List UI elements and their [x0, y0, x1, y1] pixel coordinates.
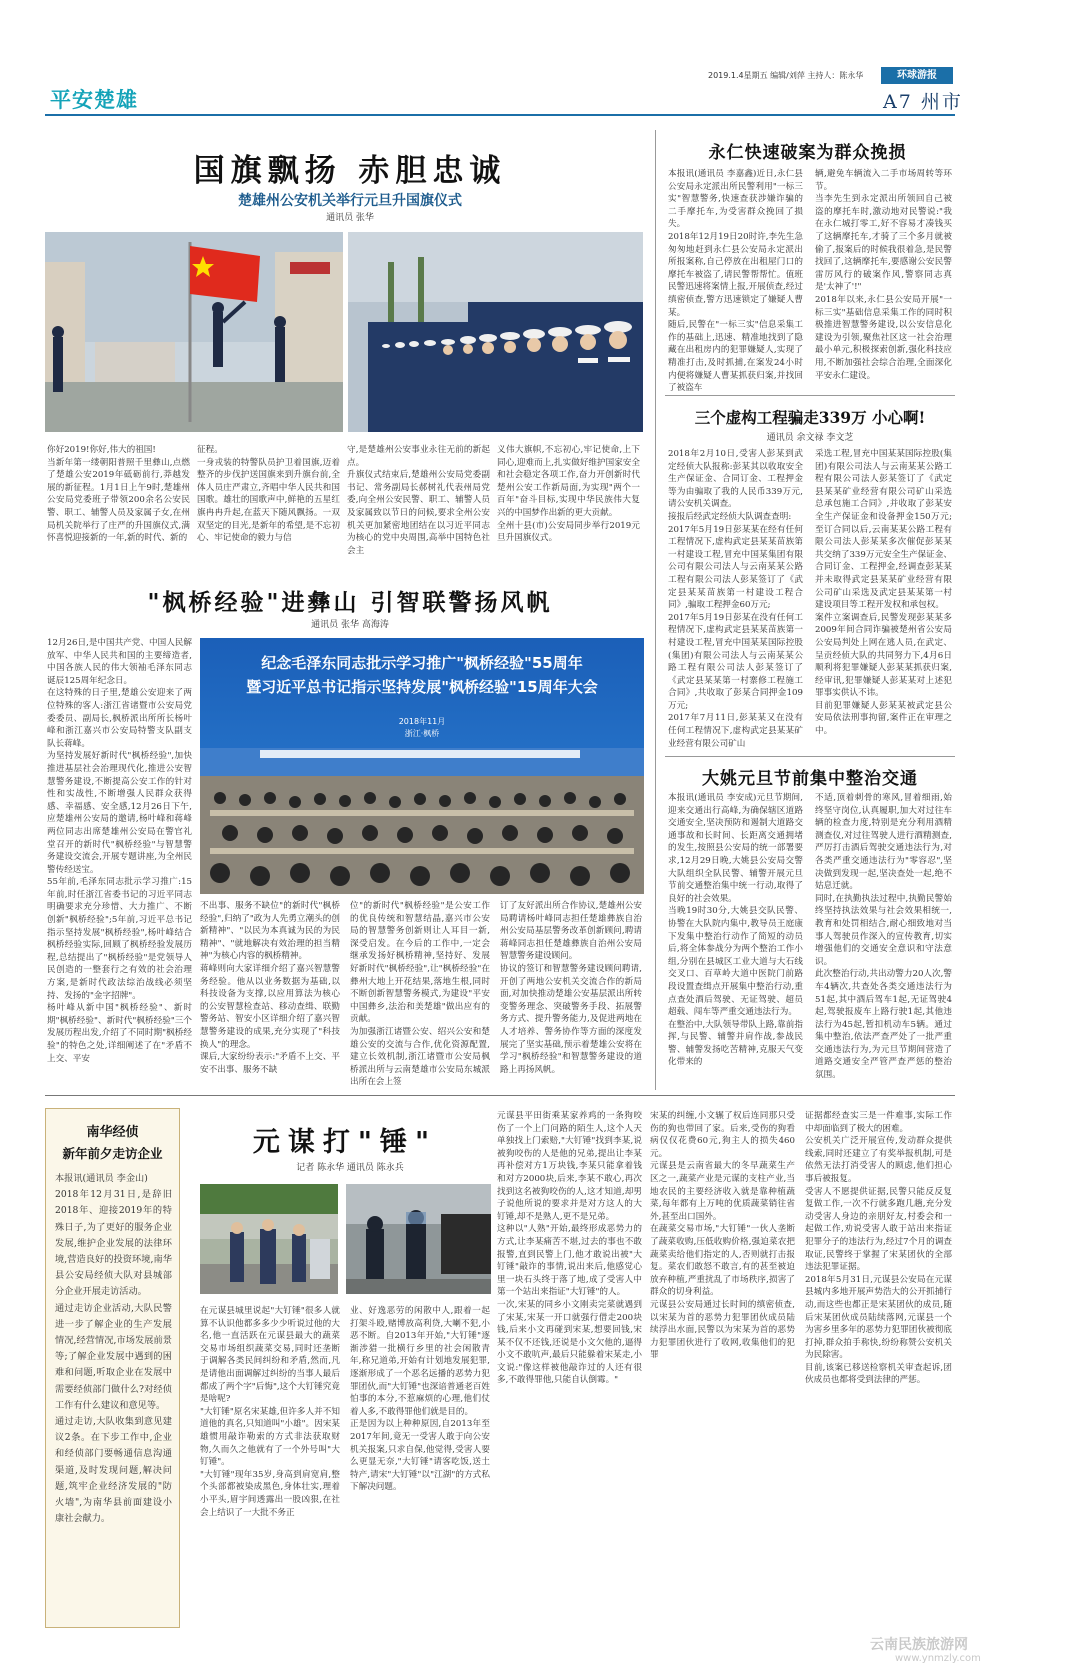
lead-col-1: 你好2019!你好,伟大的祖国! 当新年第一缕朝阳普照千里彝山,点燃了楚雄公安2019年砥砺前行,莽越发展的新征程。1月1日上午9时,楚雄州公安局党委班子带领200余名公安民警、职工、辅警人员及家属子女,在州局机关院举行了庄严的升国旗仪式,满怀喜悦迎接新的一年,新的时代、新的 — [47, 445, 190, 544]
fengqiao-col-mid-2: 位"的新时代"枫桥经验"是公安工作的优良传统和智慧结晶,嘉兴市公安局的智慧警务创新则让人耳目一新,深受启发。在今后的工作中,一定会继承发扬好枫桥精神,坚持好、发展好新时代"枫桥经验",让"枫桥经验"在彝州大地上开花结果,落地生根,同时不断创新智慧警务模式,为建设"平安中国彝乡,法治和美楚雄"做出应有的贡献。 为加强浙江诸暨公安、绍兴公安和楚雄公安的交流与合作,优化资源配置,建立长效机制,浙江诸暨市公安局枫桥派出所与云南楚雄市公安局东城派出所在会上签 — [350, 901, 490, 1088]
fengqiao-title: "枫桥经验"进彝山 引智联警扬风帆 — [147, 589, 553, 616]
divider — [665, 395, 955, 396]
fengqiao-col-mid-3: 订了友好派出所合作协议,楚雄州公安局聘请杨叶峰同志担任楚雄彝族自治州公安局基层警务改革创新顾问,聘请蒋峰同志担任楚雄彝族自治州公安局智慧警务建设顾问。 协议的签订和智慧警务建设顾问聘请,开创了两地公安机关交流合作的新局面,对加快推动楚雄公安基层派出所转变警务理念、突破警务手段、拓展警务方式、提升警务能力,及促进两地在人才培养、警务协作等方面的深度发展完了坚实基础,预示着楚雄公安将在学习"枫桥经验"和智慧警务建设的道路上再扬风帆。 — [500, 901, 642, 1075]
sidebar-subtitle: 新年前夕走访企业 — [62, 1146, 163, 1161]
yongren-col-2: 辆,避免车辆流入二手市场周转等环节。 当李先生到永定派出所领回自己被盗的摩托车时,激动地对民警说:"我在永仁城打零工,好不容易才凑钱买了这辆摩托车,才骑了三个多月就被偷了,报案后的时候我很着急,是民警找回了,这辆摩托车,要感谢公安民警雷厉风行的破案作风,警察同志真是'太神了'!" 2018年以来,永仁县公安局开展"一标三实"基础信息采集工作的同时积极推进智慧警务建设,以公安信息化建设为引领,聚焦社区这一社会治理最小单元,积极探索创新,强化科技应用,不断加强社会综合治理,全面深化平安永仁建设。 — [815, 169, 952, 381]
photo-arrest-police — [346, 1184, 491, 1294]
photo-police-formation — [348, 232, 643, 432]
banner-line-2: 暨习近平总书记指示坚持发展"枫桥经验"15周年大会 — [246, 678, 598, 696]
header-rule — [45, 114, 955, 116]
lead-title: 国旗飘扬 赤胆忠诚 — [193, 153, 507, 189]
sange-title: 三个虚构工程骗走339万 小心啊! — [694, 408, 926, 427]
banner-place: 浙江·枫桥 — [404, 729, 440, 738]
yuanmou-title: 元谋打"锤" — [252, 1127, 438, 1158]
sange-col-1: 2018年2月10日,受害人彭某到武定经侦大队报称:彭某其以收取安全生产保证金、合同订金、工程押金等为由骗取了我的人民币339万元,请公安机关调查。 接报后经武定经侦大队调查查明: 2017年5月19日彭某某在经有任何工程情况下,虚构武定县某某苗族第一村建设工程,冒充中国某集团有限公司有限公司法人与云南某某公路工程有限公司法人彭某签订了《武定县某某苗族第一村建设工程合同》,骗取工程押金60万元; 2017年5月19日彭某在没有任何工程情况下,虚构武定县某某苗族第一村建设工程,冒充中国某某国际控股(集团)有限公司法人与云南某某公路工程有限公司法人彭某签订了《武定县某某第一村寨修工程施工合同》,共收取了彭某合同押金109万元; 2017年7月11日,彭某某又在没有任何工程情况下,虚构武定县某某矿业经营有限公司矿山 — [668, 449, 803, 749]
dayao-col-2: 不适,顶着刺骨的寒风,冒着细雨,始终坚守岗位,认真履职,加大对过往车辆的检查力度,特别是充分利用酒精测查仪,对过往驾驶人进行酒精测查,严厉打击酒后驾驶交通违法行为,对各类严重交通违法行为"零容忍",坚决做到发现一起,坚决查处一起,绝不姑息迁就。 同时,在执勤执法过程中,执勤民警始终坚持执法效果与社会效果相统一,教育和处罚相结合,耐心细致地对当事人驾驶员作深入的宣传教育,切实增强他们的交通安全意识和守法意识。 此次整治行动,共出动警力20人次,警车4辆次,共查处各类交通违法行为51起,其中酒后驾车1起,无证驾驶4起,驾驶报废车上路行驶1起,其他违法行为45起,暂扣机动车5辆。通过集中整治,依法严查严处了一批严重交通违法行为,为元旦节期间营造了道路交通安全严管严查严惩的整治氛围。 — [815, 793, 952, 1081]
yuanmou-col-1: 在元谋县城里说起"大钉锤"很多人就算不认识他都多多少少听说过他的大名,他一直活跃在元谋县最大的蔬菜交易市场组织蔬菜交易,同时还垄断于调解各类民间纠纷和矛盾,然而,凡是请他出面调解过纠纷的当事人最后都成了两个字"后悔",这个大钉锤究竟是啥呢? "大钉锤"原名宋某雄,但许多人并不知道他的真名,只知道叫"小雄"。因宋某雄惯用敲诈勒索的方式非法获取财物,久而久之他就有了一个外号叫"大钉锤"。 "大钉锤"现年35岁,身高到肩宽肩,整个头部都被染成黑色,身体壮实,理着小平头,眉宇间透露出一股凶狠,在社会上结识了一大批不务正 — [200, 1306, 340, 1518]
yuanmou-col-3: 元谋县平田街乘某家养鸡的一条狗咬伤了一个上门问路的陌生人,这个人天单独找上门索赔,"大钉锤"找到李某,说被狗咬伤的人是他的兄弟,提出让李某再补偿对方1万块钱,李某只能拿着钱和对方2000块,后来,李某不敢心,再次找到这名被狗咬伤的人,这才知道,却男子说他所说的要求并是对方这人的大钉锤,却不是熟人,更不是兄弟。 这种以"人熟"开始,最终形成恶势力的方式,让李某痛苦不堪,过去的事也不敢报警,直到民警上门,他才敢说出被"大钉锤"敲诈的事情,说出来后,他感觉心里一块石头终于落了地,成了受害人中第一个站出来指证"大钉锤"的人。 一次,宋某的同乡小文刚卖完菜就遇到了宋某,宋某一开口就强行借走200块钱,后来小文再碰到宋某,想要回钱,宋某不仅不还钱,还说是小文欠他的,逼得小文不敢吭声,最后只能躲着宋某走,小文说:"像这样被他敲诈过的人还有很多,不敢得罪他,只能自认倒霉。" — [497, 1111, 642, 1386]
watermark-url: www.ynmzly.com — [895, 1653, 981, 1664]
yuanmou-byline: 记者 陈永华 通讯员 陈永兵 — [296, 1163, 404, 1173]
fengqiao-col-mid-1: 不出事、服务不缺位"的新时代"枫桥经验",归纳了"政为人先勇立潮头的创新精神"、"以民为本真诚为民的为民精神"、"就地解决有效治理的担当精神"为核心内容的枫桥精神。 蒋峰则向大家详细介绍了嘉兴智慧警务经验。他从以业务数据为基础,以科技设备为支撑,以应用算法为核心的公安智慧检查站、移动查缉、联勤警务站、智安小区详细介绍了嘉兴智慧警务建设的成果,充分实现了"科技换人"的理念。 课后,大家纷纷表示:"矛盾不上交、平安不出事、服务不缺 — [200, 901, 340, 1075]
lead-col-2: 征程。 一身戎装的特警队员护卫着国旗,迈着整齐的步伐护送国旗来到升旗台前,全体人员庄严肃立,齐唱中华人民共和国国歌。雄壮的国歌声中,鲜艳的五星红旗冉冉升起,在蓝天下随风飘扬。一双双坚定的目光,是新年的希望,是不忘初心、牢记使命的毅力与信 — [197, 445, 340, 544]
sidebar-title: 南华经侦 — [86, 1125, 139, 1140]
photo-arrest-market — [200, 1184, 338, 1294]
sange-col-2: 采选工程,冒充中国某某国际控股(集团)有限公司法人与云南某某公路工程有限公司法人彭某签订了《武定县某某矿业经营有限公司矿山采选总承包施工合同》,并收取了彭某安全生产保证金和设备押金150万元;至订合同以后,云南某某公路工程有限公司法人彭某某多次催促彭某某共交纳了339万元安全生产保证金、合同订金、工程押金,经调查彭某某并未取得武定县某某矿业经营有限公司矿山采选及武定县某某第一村建设项目等工程开发权和承包权。 案件立案调查后,民警发现彭某某多2009年间合同诈骗被楚州省公安局公安局判处上网在逃人员,在武定、呈贡经侦大队的共同努力下,4月6日顺利将犯罪嫌疑人彭某某抓获归案,经审讯,犯罪嫌疑人彭某某对上述犯罪事实供认不讳。 目前犯罪嫌疑人彭某某被武定县公安局依法刑事拘留,案件正在审理之中。 — [815, 449, 952, 737]
banner-date: 2018年11月 — [398, 717, 446, 726]
section-rule — [45, 1095, 955, 1096]
photo-flag-raising — [45, 232, 343, 432]
section-label: 平安楚雄 — [50, 88, 138, 112]
fengqiao-byline: 通讯员 张华 高海涛 — [311, 620, 389, 630]
yongren-title: 永仁快速破案为群众挽损 — [708, 143, 907, 163]
date-line: 2019.1.4星期五 编辑/刘萍 主持人：陈永华 — [708, 71, 864, 80]
watermark-site: 云南民族旅游网 — [870, 1637, 968, 1653]
dayao-title: 大姚元旦节前集中整治交通 — [702, 769, 918, 789]
lead-col-4: 义伟大旗帜,不忘初心,牢记使命,上下同心,迎难而上,扎实做好维护国家安全和社会稳定各项工作,奋力开创新时代楚州公安工作新局面,为实现"两个一百年"奋斗目标,实现中华民族伟大复兴的中国梦作出新的更大贡献。 全州十县(市)公安局同步举行2019元旦升国旗仪式。 — [497, 445, 640, 544]
yuanmou-col-5: 证据都经查实三是一件难事,实际工作中却面临到了极大的困难。 公安机关广泛开展宣传,发动群众提供线索,同时还建立了有奖举报机制,可是依然无法打消受害人的顾虑,他们担心事后被报复。 受害人不愿提供证据,民警只能反反复复做工作,一次不行就多跑几趟,充分发动受害人身边的亲朋好友,村委会和一起做工作,劝说受害人敢于站出来指证犯罪分子的违法行为,经过7个月的调查取证,民警终于掌握了宋某团伙的全部违法犯罪证据。 2018年5月31日,元谋县公安局在元谋县城内多地开展声势浩大的公开抓捕行动,而这些也都正是宋某团伙的成员,随后宋某团伙成员陆续落网,元谋县一个为害乡里多年的恶势力犯罪团伙被彻底打掉,群众拍手称快,纷纷称赞公安机关为民除害。 目前,该案已移送检察机关审查起诉,团伙成员也都将受到法律的严惩。 — [805, 1111, 952, 1386]
sange-byline: 通讯员 余文禄 李文芝 — [766, 433, 854, 443]
dayao-col-1: 本报讯(通讯员 李安成)元旦节期间,迎来交通出行高峰,为确保辖区道路交通安全,坚决预防和遏制大道路交通事故和长时间、长距离交通拥堵的发生,按照县公安局的统一部署要求,12月29日晚,大姚县公安局交警大队组织全队民警、辅警开展元旦节前交通整治集中统一行动,取得了良好的社会效果。 当晚19时30分,大姚县交队民警、协警在大队院内集中,教导员王庭康下发集中整治行动作了简短的动员后,将全体参战分为两个整治工作小组,分别在县城区工业大道与大石线交叉口、百草岭大道中医院门前路段设置查缉点开展集中整治行动,重点查处酒后驾驶、无证驾驶、超员超载、闯车等严重交通违法行为。 在整治中,大队领导带队上路,靠前指挥,与民警、辅警并肩作战,参战民警、辅警发扬吃苦精神,克服天气变化带来的 — [668, 793, 803, 1068]
column-rule — [655, 130, 656, 1090]
yongren-col-1: 本报讯(通讯员 李嘉鑫)近日,永仁县公安局永定派出所民警利用"一标三实"智慧警务,快速查获涉嫌诈骗的二手摩托车,为受害群众挽回了损失。 2018年12月19日20时许,李先生急匆匆地赶到永仁县公安局永定派出所报案称,自己停放在出租屋门口的摩托车被盗了,请民警帮帮忙。值班民警迅速将案情上报,开展侦查,经过缜密侦查,警方迅速锁定了嫌疑人曹某。 随后,民警在"一标三实"信息采集工作的基础上,迅速、精准地找到了隐藏在出租房内的犯罪嫌疑人,实现了精准打击,及时抓捕,在案发24小时内便将嫌疑人曹某抓获归案,并找回了被盗车 — [668, 169, 803, 394]
header-tag: 环球游报 — [881, 67, 953, 84]
lead-byline: 通讯员 张华 — [326, 213, 374, 223]
lead-col-3: 守,是楚雄州公安事业永往无前的新起点。 升旗仪式结束后,楚雄州公安局党委副书记、常务副局长郝树礼代表州局党委,向全州公安民警、职工、辅警人员及家属致以节日的问候,要求全州公安机关更加紧密地团结在以习近平同志为核心的党中央周围,高举中国特色社会主 — [347, 445, 490, 556]
page-number: A7 州市 — [883, 91, 963, 113]
yuanmou-col-4: 宋某的纠缠,小文辗了权后连同那只受伤的狗也带回了家。后来,受伤的狗看病仅仅花费60元,狗主人的损失460元。 元谋县是云南省最大的冬早蔬菜生产区之一,蔬菜产业是元谋的支柱产业,当地农民的主要经济收入就是靠种植蔬菜,每年都有上万吨的优质蔬菜销往省外,甚至出口国外。 在蔬菜交易市场,"大钉锤"一伙人垄断了蔬菜收购,压低收购价格,强迫菜农把蔬菜卖给他们指定的人,否则就打击报复。菜农们敢怒不敢言,有的甚至被迫放弃种植,严重扰乱了市场秩序,损害了群众的切身利益。 元谋县公安局通过长时间的缜密侦查,以宋某为首的恶势力犯罪团伙成员陆续浮出水面,民警以为宋某为首的恶势力犯罪团伙进行了收网,收集他们的犯罪 — [650, 1111, 795, 1361]
banner-line-1: 纪念毛泽东同志批示学习推广"枫桥经验"55周年 — [261, 654, 583, 672]
photo-conference — [200, 638, 644, 894]
divider — [665, 756, 955, 757]
sidebar-text: 本报讯(通讯员 李金山) 2018年12月31日,是辞旧2018年、迎接2019年的特殊日子,为了更好的服务企业发展,维护企业发展的法律环境,营造良好的投资环境,南华县公安局经侦大队对县城部分企业开展走访活动。 通过走访企业活动,大队民警进一步了解企业的生产发展情况,经营情况,市场发展前景等;了解企业发展中遇到的困难和问题,听取企业在发展中需要经侦部门做什么?对经侦工作有什么建议和意见等。 通过走访,大队收集到意见建议2条。在下步工作中,企业和经侦部门要畅通信息沟通渠道,及时发现问题,解决问题,筑牢企业经济发展的"防火墙",为南华县前面建设小康社会献力。 — [55, 1173, 172, 1525]
yuanmou-col-2: 业、好逸恶劳的闲散中人,跟着一起打架斗殴,赌博放高利贷,大喇不犯,小恶不断。自2013年开始,"大钉锤"逐渐涉猎一批横行乡里的社会闲散青年,称兄道弟,开始有计划地发展犯罪,逐渐形成了一个恶名远播的恶势力犯罪团伙,而"大钉锤"也深谙普通老百姓怕事的本分,不惹麻烦的心理,他们仗着人多,不敢得罪他们就是目的。 正是因为以上种种原因,自2013年至2017年间,竟无一受害人敢于向公安机关报案,只求自保,他觉得,受害人要么更显无奈,"大钉锤"请客吃饭,送土特产,请宋"大钉锤"以"江湖"的方式私下解决问题。 — [350, 1306, 490, 1493]
fengqiao-col-left: 12月26日,是中国共产党、中国人民解放军、中华人民共和国的主要缔造者,中国各族人民的伟大领袖毛泽东同志诞辰125周年纪念日。 在这特殊的日子里,楚雄公安迎来了两位特殊的客人:浙江省诸暨市公安局党委委员、副局长,枫桥派出所所长杨叶峰和浙江嘉兴市公安局特警支队副支队长蒋峰。 为坚持发展好新时代"枫桥经验",加快推进基层社会治理现代化,推进公安智慧警务建设,不断提高公安工作的针对性和实战性,不断增强人民群众获得感、幸福感、安全感,12月26日下午,应楚雄州公安局的邀请,杨叶峰和蒋峰两位同志出席楚雄州公安局在警官礼堂召开的新时代"枫桥经验"与智慧警务建设交流会,开展专题讲座,为全州民警传经送宝。 55年前,毛泽东同志批示学习推广:15年前,时任浙江省委书记的习近平同志明确要求充分珍惜、大力推广、不断创新"枫桥经验";5年前,习近平总书记指示坚持发展"枫桥经验",杨叶峰结合枫桥经验实际,回顾了枫桥经验发展历程,总结提出了"枫桥经验"是党领导人民创造的一整套行之有效的社会治理方案,是新时代政法综治战线必须坚持、发扬的"金字招牌"。 杨叶峰从新中国"枫桥经验"、新时期"枫桥经验"、新时代"枫桥经验"三个发展历程出发,介绍了不同时期"枫桥经验"的特色之处,详细阐述了在"矛盾不上交、平安 — [47, 638, 192, 1064]
lead-subtitle: 楚雄州公安机关举行元旦升国旗仪式 — [238, 193, 462, 209]
sidebar-box — [45, 1108, 180, 1628]
